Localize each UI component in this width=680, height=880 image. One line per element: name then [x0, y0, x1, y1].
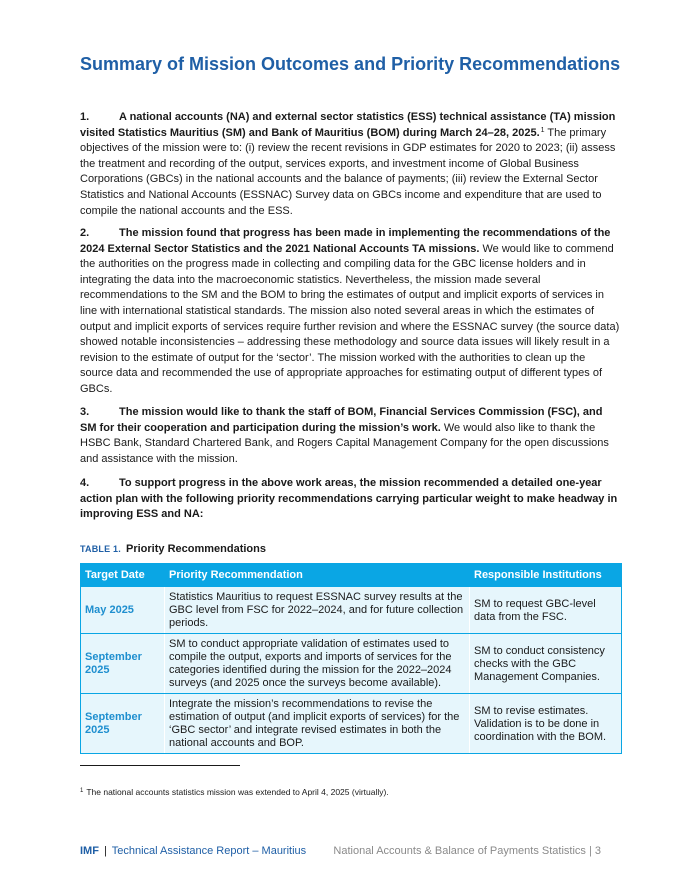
- table-caption-label: TABLE 1.: [80, 544, 121, 554]
- recommendation-cell: Integrate the mission’s recommendations to revise the estimation of output (and implicit exports of services) for the ‘GBC sector’ and integrate revised estimates in both the national accounts and BOP.: [165, 694, 470, 754]
- footnote-mark: 1: [80, 788, 84, 794]
- target-date-cell: September 2025: [81, 634, 165, 694]
- header-target-date: Target Date: [81, 564, 165, 587]
- footnote-divider: [80, 765, 240, 766]
- header-responsible-institutions: Responsible Institutions: [470, 564, 622, 587]
- paragraph-lead: The mission would like to thank the staff of BOM, Financial Services Commission (FSC), and SM for their cooperation and participation during the mission’s work.: [80, 406, 603, 434]
- paragraph-number: 3.: [80, 406, 90, 418]
- table-header-row: [81, 564, 622, 587]
- paragraph-lead: To support progress in the above work areas, the mission recommended a detailed one-year action plan with the following priority recommendations carrying particular weight to make headway in improving ESS and NA:: [80, 477, 618, 521]
- institution-cell: SM to conduct consistency checks with the GBC Management Companies.: [470, 634, 622, 694]
- footer-separator: |: [104, 845, 107, 857]
- paragraph-body: We would like to commend the authorities on the progress made in collecting and compiling data for the GBC license holders and in integrating the data into the macroeconomic statistics. Nevertheless, the mission made several recommendations to the SM and the BOM to bring the estimates of output and implicit exports of services in line with international statistical standards. The mission also noted several areas in which the estimates of output and implicit exports of services require further revision and where the ESSNAC survey (the source data) showed notable inconsistencies – addressing these methodology and source data issues will likely result in a revision to the estimate of output for the ‘sector’. The mission worked with the authorities to clean up the source data and recommended the use of appropriate approaches for estimating output of different types of GBCs.: [80, 242, 620, 395]
- paragraph-lead: The mission found that progress has been made in implementing the recommendations of the 2024 External Sector Statistics and the 2021 National Accounts TA missions.: [80, 227, 611, 255]
- recommendation-cell: SM to conduct appropriate validation of estimates used to compile the output, exports and imports of services for the categories identified during the mission for the 2022–2024 surveys (and 2025 once the surveys become available).: [165, 634, 470, 694]
- institution-cell: SM to request GBC-level data from the FSC.: [470, 587, 622, 634]
- target-date-cell: May 2025: [81, 587, 165, 634]
- paragraph-body: We would also like to thank the HSBC Bank, Standard Chartered Bank, and Rogers Capital Management Company for the open discussions and assistance with the mission.: [80, 421, 609, 465]
- paragraph-2: [80, 226, 621, 398]
- target-date-cell: September 2025: [81, 694, 165, 754]
- footer-section-page: National Accounts & Balance of Payments Statistics | 3: [333, 845, 601, 857]
- recommendation-cell: Statistics Mauritius to request ESSNAC survey results at the GBC level from FSC for 2022–2024, and for future collection periods.: [165, 587, 470, 634]
- institution-cell: SM to revise estimates. Validation is to be done in coordination with the BOM.: [470, 694, 622, 754]
- paragraph-body: The primary objectives of the mission were to: (i) review the recent revisions in GDP estimates for 2020 to 2023; (ii) assess the treatment and recording of the output, services exports, and investment income of Global Business Corporations (GBCs) in the national accounts and the balance of payments; (iii) review the External Sector Statistics and National Accounts (ESSNAC) Survey data on GBCs income and expenditure that are used to compile the national accounts and the ESS.: [80, 126, 616, 217]
- page-footer: [80, 844, 601, 858]
- paragraph-number: 4.: [80, 477, 90, 489]
- header-priority-recommendation: Priority Recommendation: [165, 564, 470, 587]
- priority-recommendations-table: [80, 563, 622, 754]
- paragraph-4: [80, 476, 621, 523]
- table-caption-title: Priority Recommendations: [126, 543, 266, 555]
- footer-brand: IMF: [80, 845, 99, 857]
- footnote-reference: 1: [540, 126, 545, 134]
- table-row: [81, 694, 622, 754]
- table-row: [81, 587, 622, 634]
- paragraph-1: [80, 110, 621, 219]
- page-title: Summary of Mission Outcomes and Priority Recommendations: [80, 54, 621, 74]
- footer-report-title: Technical Assistance Report – Mauritius: [111, 845, 307, 857]
- paragraph-number: 1.: [80, 111, 90, 123]
- paragraph-number: 2.: [80, 227, 90, 239]
- footnote-text: The national accounts statistics mission was extended to April 4, 2025 (virtually).: [86, 787, 389, 797]
- table-row: [81, 634, 622, 694]
- paragraph-lead: A national accounts (NA) and external sector statistics (ESS) technical assistance (TA) mission visited Statistics Mauritius (SM) and Bank of Mauritius (BOM) during March 24–28, 2025.: [80, 111, 616, 139]
- paragraph-3: [80, 405, 621, 467]
- footnote: [80, 787, 389, 798]
- table-caption: [80, 542, 266, 556]
